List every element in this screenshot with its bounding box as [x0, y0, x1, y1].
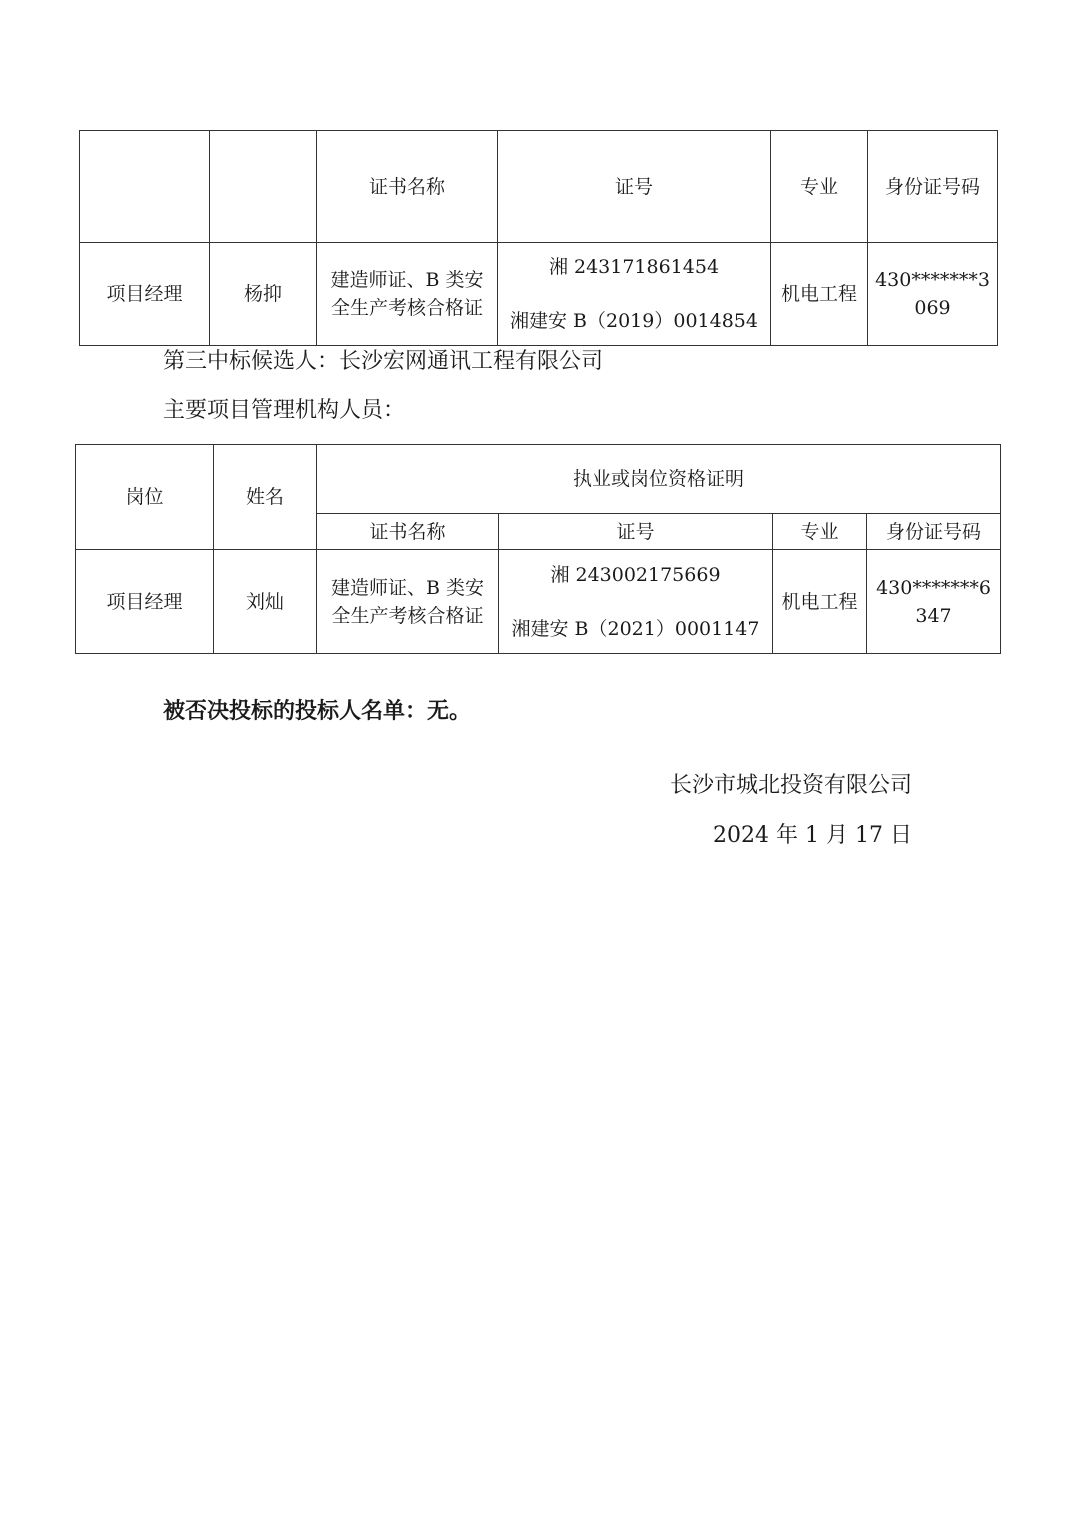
header-cert-no: 证号	[498, 131, 771, 243]
row-cert-no	[498, 243, 771, 346]
staff-label: 主要项目管理机构人员：	[163, 398, 406, 423]
header-position: 岗位	[76, 445, 214, 550]
cert-no-line-2: 湘建安 B（2021）0001147	[511, 617, 760, 640]
row-id-no: 430*******3069	[868, 243, 998, 346]
candidate-3-staff-table	[75, 444, 1001, 654]
header-name-cell	[210, 131, 317, 243]
candidate-2-staff-table	[79, 130, 998, 346]
header-major: 专业	[773, 514, 867, 550]
rejected-bidders-line: 被否决投标的投标人名单：无。	[163, 698, 472, 724]
issue-date: 2024 年 1 月 17 日	[713, 823, 912, 848]
header-name: 姓名	[214, 445, 317, 550]
cert-no-line-2: 湘建安 B（2019）0014854	[510, 310, 758, 332]
row-position: 项目经理	[76, 550, 214, 654]
header-cert-no: 证号	[499, 514, 773, 550]
header-id-no: 身份证号码	[867, 514, 1001, 550]
row-cert-name: 建造师证、B 类安全生产考核合格证	[317, 243, 498, 346]
row-cert-no	[499, 550, 773, 654]
cert-no-line-1: 湘 243171861454	[548, 256, 720, 278]
issuer-name: 长沙市城北投资有限公司	[669, 773, 912, 798]
row-name: 刘灿	[214, 550, 317, 654]
header-cert-name: 证书名称	[317, 131, 498, 243]
row-id-no: 430*******6347	[867, 550, 1001, 654]
row-major: 机电工程	[773, 550, 867, 654]
row-major: 机电工程	[771, 243, 868, 346]
row-cert-name: 建造师证、B 类安全生产考核合格证	[317, 550, 499, 654]
row-position: 项目经理	[80, 243, 210, 346]
third-candidate-line: 第三中标候选人：长沙宏网通讯工程有限公司	[163, 349, 604, 374]
header-id-no: 身份证号码	[868, 131, 998, 243]
header-position-cell	[80, 131, 210, 243]
cert-no-line-1: 湘 243002175669	[550, 563, 721, 586]
row-name: 杨抑	[210, 243, 317, 346]
header-major: 专业	[771, 131, 868, 243]
header-qualification: 执业或岗位资格证明	[317, 445, 1001, 514]
header-cert-name: 证书名称	[317, 514, 499, 550]
